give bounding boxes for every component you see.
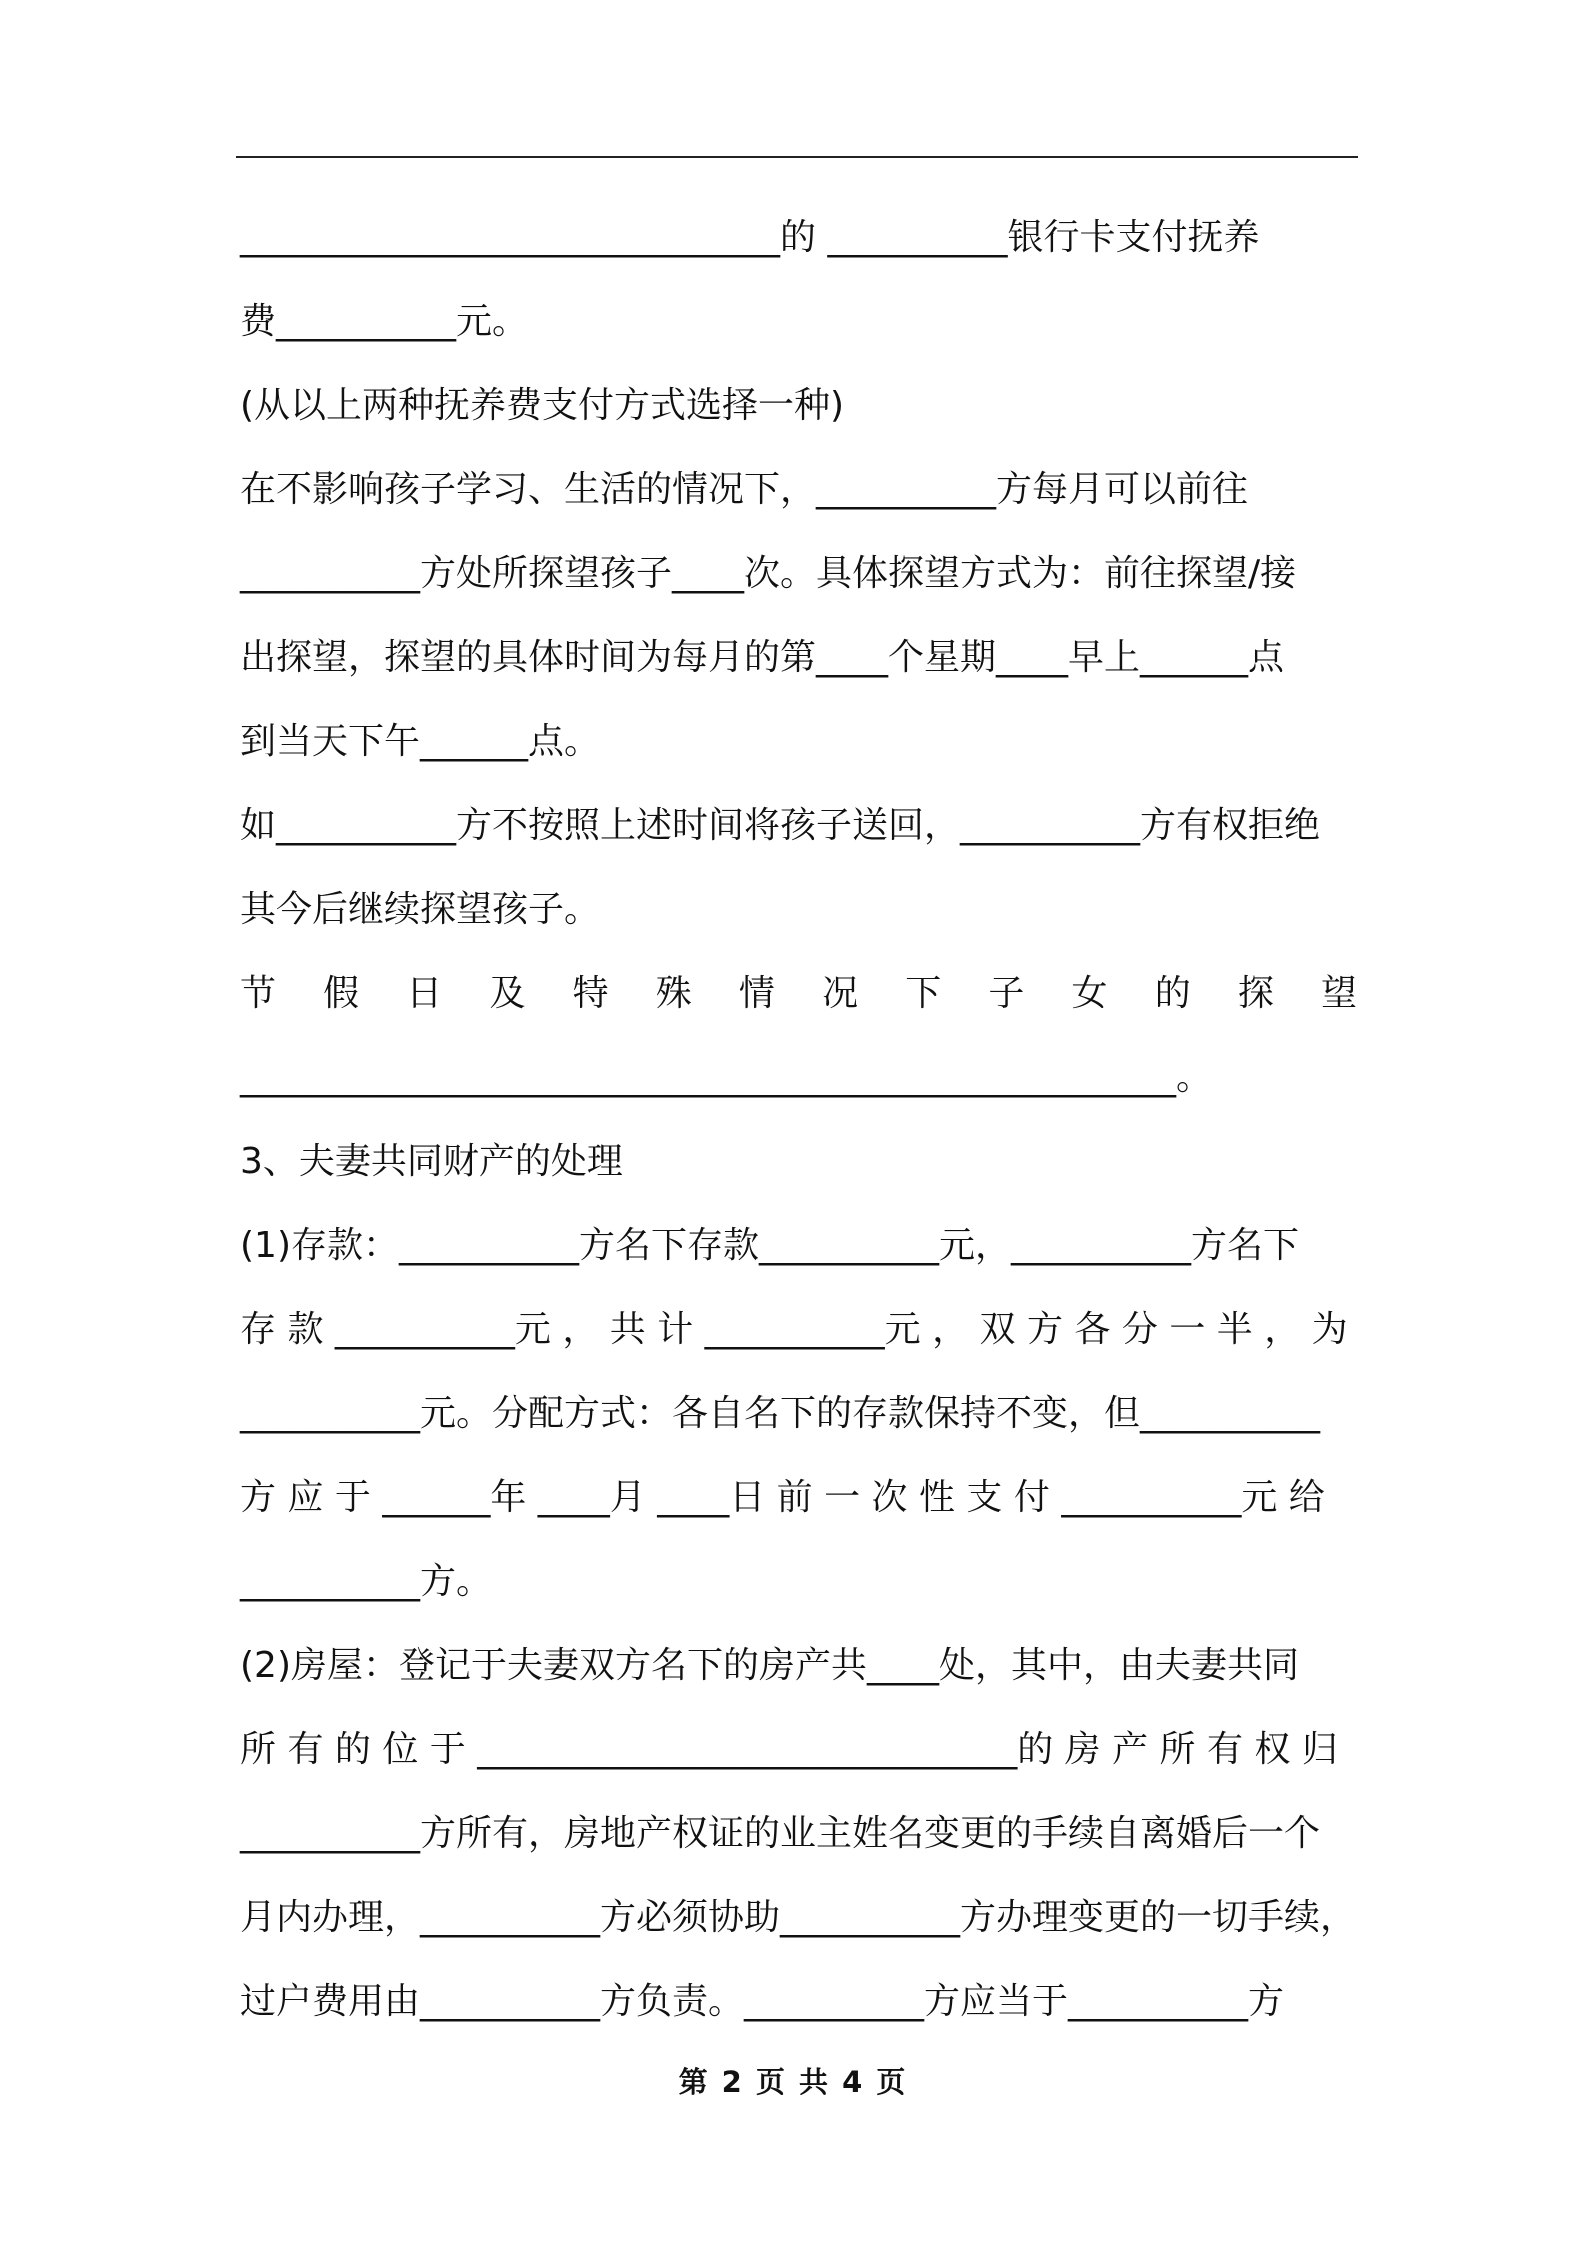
text-line: 过户费用由__________方负责。__________方应当于__________方 [240, 1981, 1285, 2022]
text-line: 方 应 于 ______年 ____月 ____日 前 一 次 性 支 付 __________元 给 [240, 1477, 1325, 1518]
text-line: 如__________方不按照上述时间将孩子送回，__________方有权拒绝 [240, 805, 1321, 846]
section-heading: 3、夫妻共同财产的处理 [240, 1141, 623, 1182]
text-line: __________方处所探望孩子____次。具体探望方式为：前往探望/接 [240, 553, 1297, 594]
text-line: 出探望，探望的具体时间为每月的第____个星期____早上______点 [240, 637, 1285, 678]
header-rule [236, 156, 1358, 158]
text-line: 其今后继续探望孩子。 [240, 889, 601, 930]
text-line: 所 有 的 位 于 ______________________________的 房 产 所 有 权 归 [240, 1729, 1338, 1770]
text-line: 到当天下午______点。 [240, 721, 601, 762]
text-line: __________方。 [240, 1561, 493, 1602]
text-line: __________元。分配方式：各自名下的存款保持不变，但__________ [240, 1393, 1321, 1434]
text-line: 存 款 __________元 ， 共 计 __________元 ， 双 方 各 分 一 半 ， 为 [240, 1309, 1348, 1350]
text-line: __________方所有，房地产权证的业主姓名变更的手续自离婚后一个 [240, 1813, 1321, 1854]
text-line: ____________________________________________________。 [240, 1057, 1212, 1098]
page-number-footer: 第 2 页 共 4 页 [678, 2065, 908, 2099]
text-line: (1)存款：__________方名下存款__________元，__________方名下 [240, 1225, 1299, 1266]
text-line-justified: 节 假 日 及 特 殊 情 况 下 子 女 的 探 望 [240, 973, 1357, 1014]
document-body [240, 196, 1357, 2044]
text-line: 在不影响孩子学习、生活的情况下，__________方每月可以前往 [240, 469, 1249, 510]
text-line: (从以上两种抚养费支付方式选择一种) [240, 385, 845, 426]
text-line: 费__________元。 [240, 301, 529, 342]
text-line: 月内办理，__________方必须协助__________方办理变更的一切手续， [240, 1897, 1357, 1938]
text-line: ______________________________的 __________银行卡支付抚养 [240, 217, 1260, 258]
text-line: (2)房屋：登记于夫妻双方名下的房产共____处，其中，由夫妻共同 [240, 1645, 1299, 1686]
